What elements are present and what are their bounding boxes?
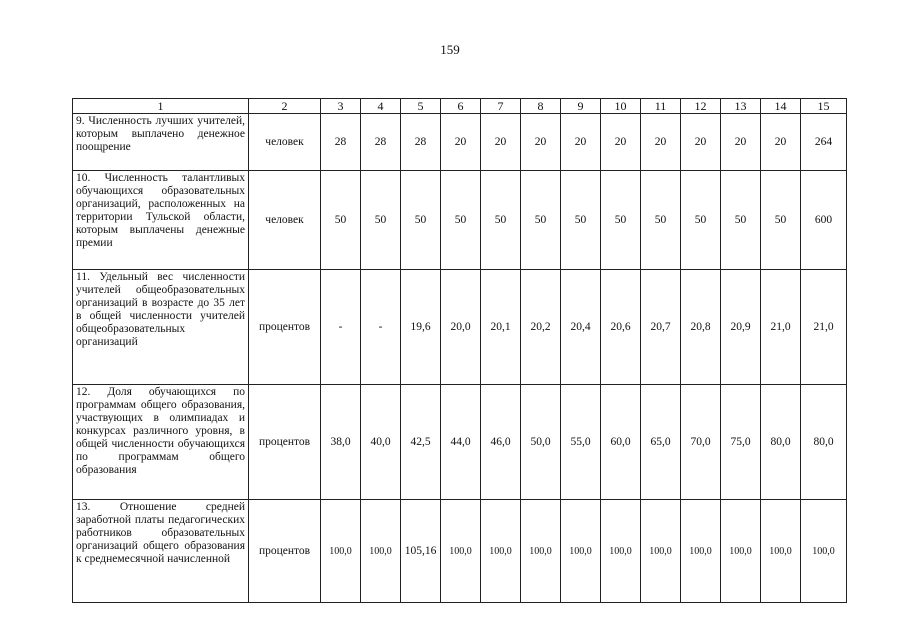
table-cell: 20 — [441, 114, 481, 171]
table-cell: 60,0 — [601, 385, 641, 500]
table-cell: 50 — [441, 171, 481, 270]
column-header: 7 — [481, 99, 521, 114]
table-cell: 20 — [641, 114, 681, 171]
table-cell: 38,0 — [321, 385, 361, 500]
table-cell: 20,7 — [641, 270, 681, 385]
table-cell: 50 — [641, 171, 681, 270]
table-cell: 21,0 — [801, 270, 847, 385]
column-header: 12 — [681, 99, 721, 114]
table-cell: 40,0 — [361, 385, 401, 500]
table-cell: 19,6 — [401, 270, 441, 385]
indicator-unit: человек — [249, 171, 321, 270]
column-header: 8 — [521, 99, 561, 114]
table-cell: 44,0 — [441, 385, 481, 500]
table-cell: 42,5 — [401, 385, 441, 500]
table-cell: 28 — [401, 114, 441, 171]
table-cell: 20 — [561, 114, 601, 171]
table-cell: 100,0 — [761, 500, 801, 603]
indicator-unit: процентов — [249, 270, 321, 385]
table-cell: 20,4 — [561, 270, 601, 385]
table-cell: 100,0 — [801, 500, 847, 603]
table-cell: 50 — [721, 171, 761, 270]
table-cell: 70,0 — [681, 385, 721, 500]
table-cell: 100,0 — [561, 500, 601, 603]
table-cell: 100,0 — [601, 500, 641, 603]
table-cell: 20 — [521, 114, 561, 171]
column-header: 9 — [561, 99, 601, 114]
column-header: 4 — [361, 99, 401, 114]
table-cell: 20 — [601, 114, 641, 171]
table-cell: 100,0 — [361, 500, 401, 603]
indicator-unit: человек — [249, 114, 321, 171]
table-row — [73, 385, 847, 500]
column-header: 6 — [441, 99, 481, 114]
column-header: 15 — [801, 99, 847, 114]
indicator-name: 9. Численность лучших учителей, которым выплачено денежное поощрение — [73, 114, 249, 171]
table-cell: 20 — [481, 114, 521, 171]
indicator-unit: процентов — [249, 500, 321, 603]
table-cell: 20 — [681, 114, 721, 171]
table-cell: 50 — [361, 171, 401, 270]
table-cell: 50 — [321, 171, 361, 270]
table-row — [73, 171, 847, 270]
table-cell: 20 — [761, 114, 801, 171]
table-cell: 50 — [761, 171, 801, 270]
table-row — [73, 500, 847, 603]
indicator-name: 10. Численность талантливых обучающихся образовательных организаций, расположенных на территории Тульской области, которым выплачены денежные премии — [73, 171, 249, 270]
table-cell: 50 — [601, 171, 641, 270]
indicator-name: 12. Доля обучающихся по программам общего образования, участвующих в олимпиадах и конкурсах различного уровня, в общей численности обучающихся по программам общего образования — [73, 385, 249, 500]
column-header: 14 — [761, 99, 801, 114]
indicators-table — [72, 98, 847, 603]
column-header: 13 — [721, 99, 761, 114]
table-cell: 20,9 — [721, 270, 761, 385]
header-row — [73, 99, 847, 114]
table-cell: 20 — [721, 114, 761, 171]
table-cell: 75,0 — [721, 385, 761, 500]
table-cell: 50,0 — [521, 385, 561, 500]
table-cell: - — [361, 270, 401, 385]
table-cell: 20,8 — [681, 270, 721, 385]
table-cell: 600 — [801, 171, 847, 270]
column-header: 2 — [249, 99, 321, 114]
table-cell: 20,1 — [481, 270, 521, 385]
table-cell: 20,0 — [441, 270, 481, 385]
column-header: 11 — [641, 99, 681, 114]
table-cell: 100,0 — [521, 500, 561, 603]
column-header: 1 — [73, 99, 249, 114]
column-header: 10 — [601, 99, 641, 114]
table-cell: 50 — [561, 171, 601, 270]
table-cell: 80,0 — [761, 385, 801, 500]
table-cell: 100,0 — [441, 500, 481, 603]
table-cell: 20,6 — [601, 270, 641, 385]
table-cell: 21,0 — [761, 270, 801, 385]
table-cell: 100,0 — [681, 500, 721, 603]
table-cell: 20,2 — [521, 270, 561, 385]
column-header: 3 — [321, 99, 361, 114]
indicator-name: 11. Удельный вес численности учителей общеобразовательных организаций в возрасте до 35 лет в общей численности учителей общеобразовательных организаций — [73, 270, 249, 385]
table-cell: 50 — [401, 171, 441, 270]
table-cell: 100,0 — [321, 500, 361, 603]
table-cell: 28 — [321, 114, 361, 171]
table-cell: 50 — [481, 171, 521, 270]
table-cell: 65,0 — [641, 385, 681, 500]
table-cell: 55,0 — [561, 385, 601, 500]
indicator-name: 13. Отношение средней заработной платы педагогических работников образовательных организаций общего образования к среднемесячной начисленной — [73, 500, 249, 603]
table-cell: 80,0 — [801, 385, 847, 500]
table-cell: 264 — [801, 114, 847, 171]
column-header: 5 — [401, 99, 441, 114]
indicator-unit: процентов — [249, 385, 321, 500]
page-number: 159 — [440, 42, 460, 57]
table-row — [73, 114, 847, 171]
table-cell: 100,0 — [721, 500, 761, 603]
table-cell: 105,16 — [401, 500, 441, 603]
table-cell: 50 — [521, 171, 561, 270]
table-cell: 28 — [361, 114, 401, 171]
table-cell: 100,0 — [481, 500, 521, 603]
table-cell: - — [321, 270, 361, 385]
table-cell: 100,0 — [641, 500, 681, 603]
table-row — [73, 270, 847, 385]
table-cell: 50 — [681, 171, 721, 270]
table-cell: 46,0 — [481, 385, 521, 500]
